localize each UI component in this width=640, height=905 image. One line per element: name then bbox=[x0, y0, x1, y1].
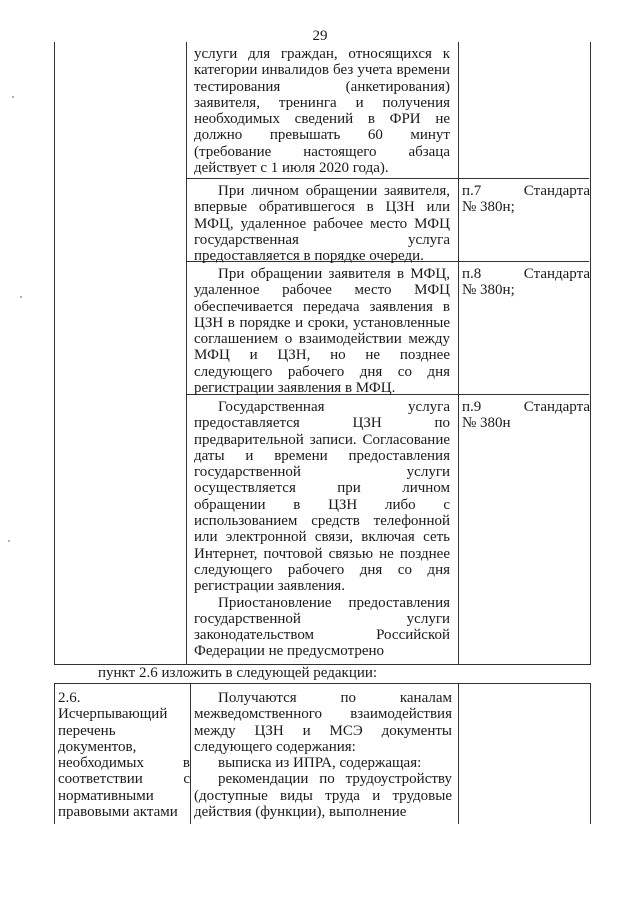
heading-line: соответствии bbox=[58, 771, 143, 788]
table-cell-reference bbox=[462, 266, 590, 299]
column-divider-left bbox=[186, 42, 187, 664]
column-divider-right bbox=[458, 42, 459, 664]
reference-number: № 380н; bbox=[462, 282, 515, 299]
table-cell-heading bbox=[58, 690, 190, 820]
paragraph: выписка из ИПРА, содержащая: bbox=[218, 755, 422, 772]
heading-line-end: с bbox=[183, 771, 190, 788]
scan-speck bbox=[12, 96, 14, 98]
heading-line: нормативными bbox=[58, 787, 154, 804]
table-cell-reference bbox=[462, 399, 590, 432]
edit-instruction: пункт 2.6 изложить в следующей редакции: bbox=[98, 665, 378, 681]
paragraph: При обращении заявителя в МФЦ, удаленное рабочее место МФЦ обеспечивается передача заявления в ЦЗН в порядке и сроки, установленные соглашением о взаимодействии между МФЦ и ЦЗН, но не позднее следующего рабочего дня со дня регистрации заявления в МФЦ. bbox=[194, 266, 450, 397]
reference-point: п.9 bbox=[462, 399, 482, 415]
heading-line: Исчерпывающий bbox=[58, 706, 168, 723]
heading-line: необходимых bbox=[58, 755, 144, 772]
table-cell-reference bbox=[462, 183, 590, 216]
table-cell-text bbox=[194, 399, 450, 660]
heading-line: правовыми актами bbox=[58, 804, 178, 821]
paragraph: рекомендации по трудоустройству (доступные виды труда и трудовые действия (функции), выполнение bbox=[194, 771, 452, 821]
paragraph: Государственная услуга предоставляется ЦЗН по предварительной записи. Согласование даты и времени предоставления государственной услуги осуществляется при личном обращении в ЦЗН либо с использованием средств телефонной или электронной связи, включая сеть Интернет, почтовой связью не позднее следующего рабочего дня со дня регистрации заявления. bbox=[194, 399, 450, 595]
paragraph: Приостановление предоставления государственной услуги законодательством Российской Федерации не предусмотрено bbox=[194, 594, 450, 660]
heading-line: 2.6. bbox=[58, 690, 81, 706]
heading-line-end: в bbox=[182, 755, 190, 772]
paragraph: При личном обращении заявителя, впервые обратившегося в ЦЗН или МФЦ, удаленное рабочее место МФЦ государственная услуга предоставляется в порядке очереди. bbox=[194, 183, 450, 265]
paragraph: услуги для граждан, относящихся к категории инвалидов без учета времени тестирования (анкетирования) заявителя, тренинга и получения необходимых сведений в ФРИ не должно превышать 60 минут (требование настоящего абзаца действует с 1 июля 2020 года). bbox=[194, 46, 450, 177]
reference-number: № 380н bbox=[462, 415, 511, 432]
column-divider-left bbox=[190, 684, 191, 824]
row-divider bbox=[186, 178, 589, 179]
reference-standard: Стандарта bbox=[523, 399, 590, 415]
table-cell-text bbox=[194, 266, 450, 396]
reference-point: п.7 bbox=[462, 183, 482, 199]
heading-line: документов, bbox=[58, 738, 137, 755]
table-cell-text bbox=[194, 183, 450, 264]
heading-line: перечень bbox=[58, 722, 116, 739]
column-divider-right bbox=[458, 684, 459, 824]
scan-speck bbox=[20, 296, 22, 298]
scan-speck bbox=[8, 540, 10, 542]
reference-number: № 380н; bbox=[462, 199, 515, 216]
reference-standard: Стандарта bbox=[523, 183, 590, 199]
table-cell-text bbox=[194, 46, 450, 176]
reference-standard: Стандарта bbox=[523, 266, 590, 282]
reference-point: п.8 bbox=[462, 266, 482, 282]
paragraph: Получаются по каналам межведомственного взаимодействия между ЦЗН и МСЭ документы следующего содержания: bbox=[194, 690, 452, 755]
table-cell-text bbox=[194, 690, 452, 820]
page-number: 29 bbox=[312, 28, 328, 44]
